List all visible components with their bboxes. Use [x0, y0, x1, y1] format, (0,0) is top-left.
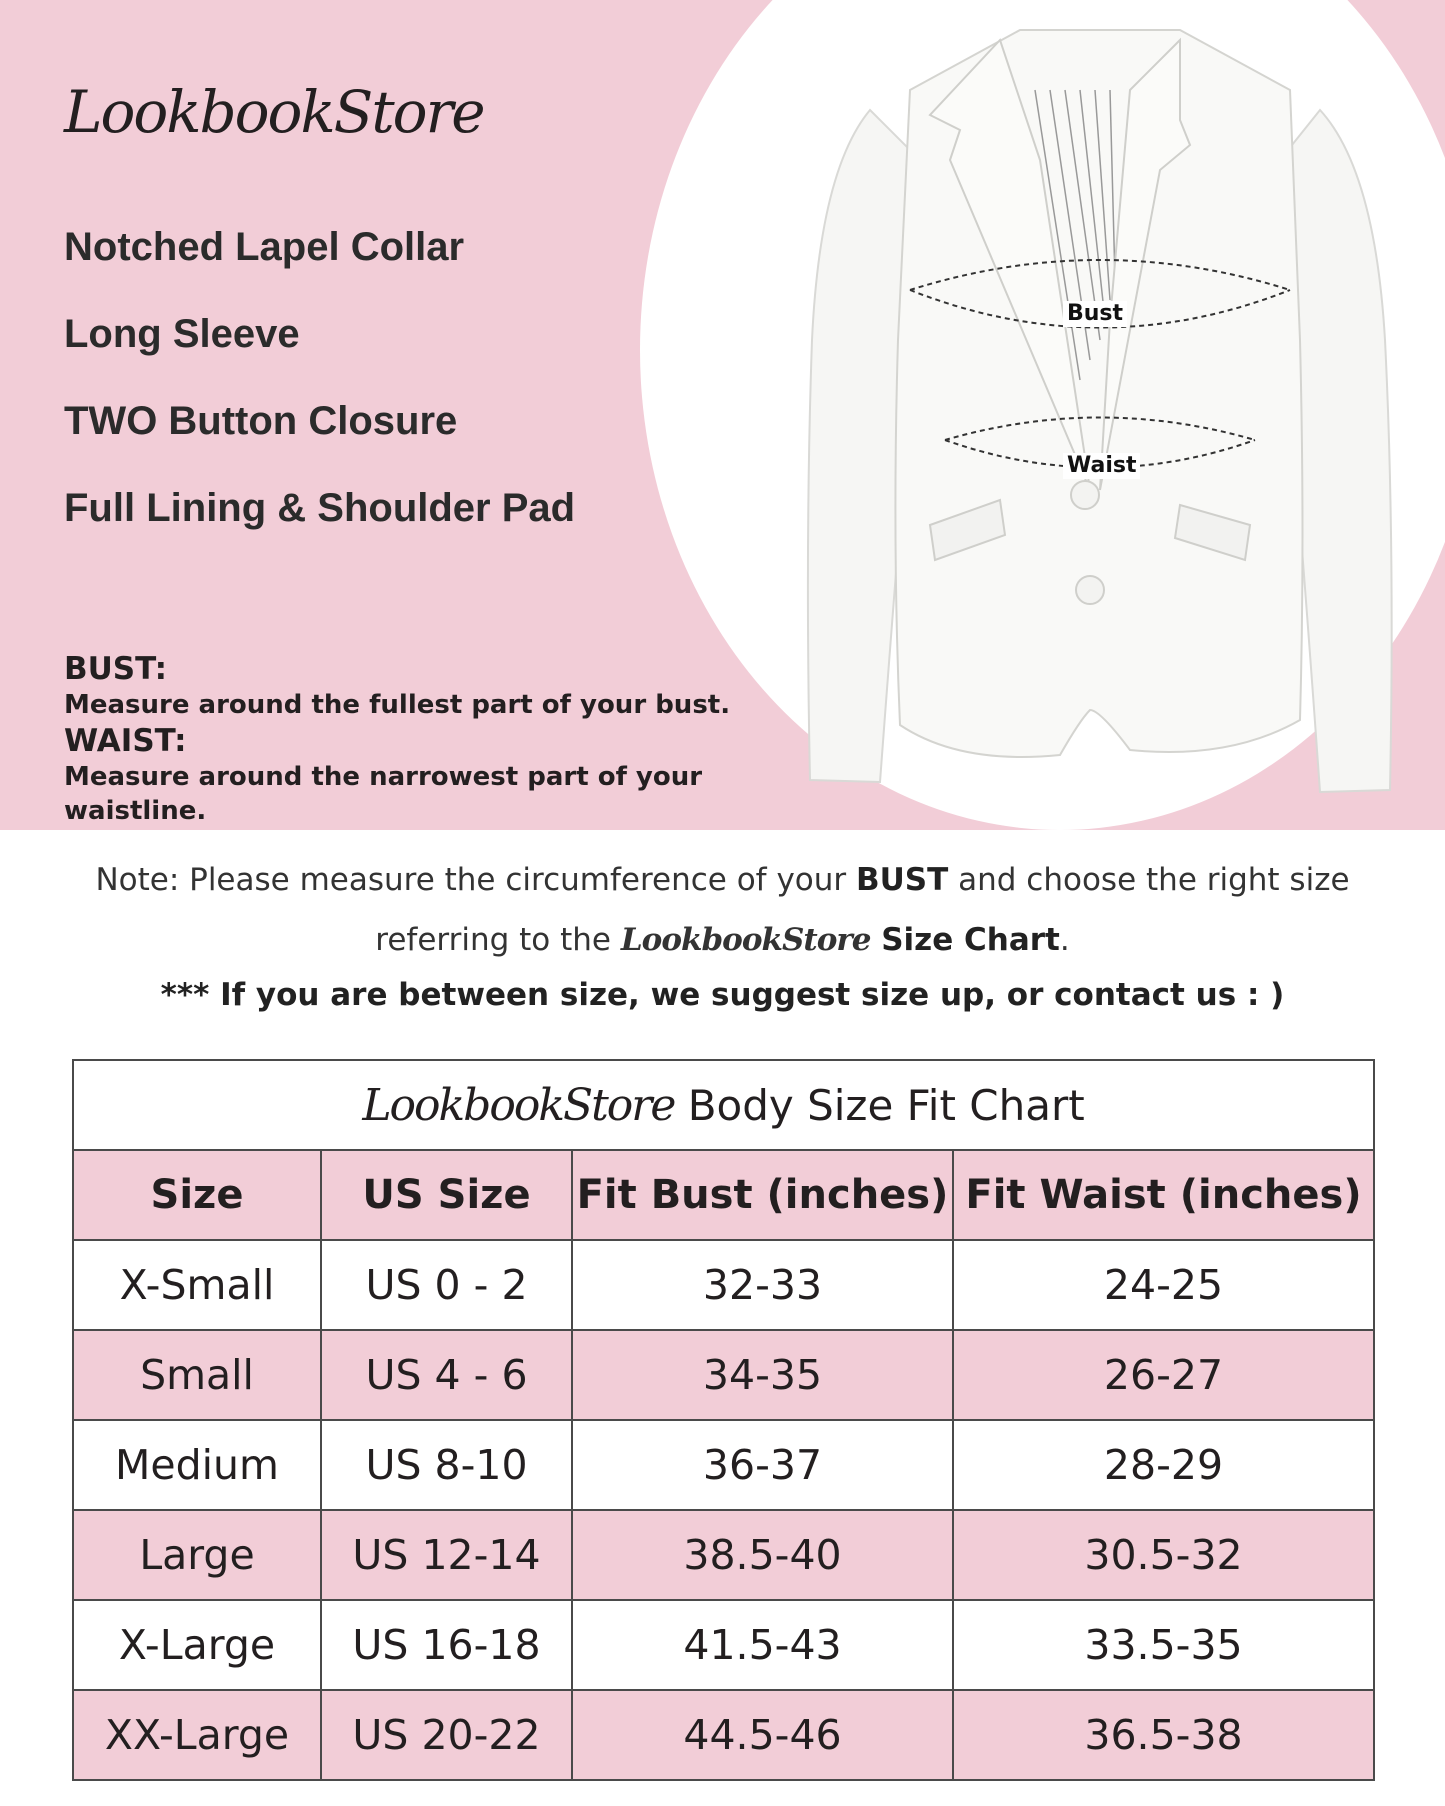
waist-cell: 36.5-38: [953, 1690, 1374, 1780]
note-text: and choose the right size: [948, 862, 1350, 898]
bust-instruction: Measure around the fullest part of your bust.: [64, 690, 731, 720]
note-size-chart: Size Chart: [870, 922, 1060, 958]
us-size-cell: US 16-18: [321, 1600, 572, 1690]
waist-cell: 24-25: [953, 1240, 1374, 1330]
feature-item: TWO Button Closure: [64, 399, 458, 443]
note-line-1: [0, 850, 1445, 910]
waist-tag: Waist: [1063, 453, 1140, 479]
note-text: Note: Please measure the circumference of your: [95, 862, 856, 898]
measurement-guide: [64, 650, 844, 828]
size-cell: Medium: [73, 1420, 321, 1510]
size-cell: XX-Large: [73, 1690, 321, 1780]
bust-cell: 38.5-40: [572, 1510, 953, 1600]
feature-item: Notched Lapel Collar: [64, 225, 465, 269]
header-fit-bust: Fit Bust (inches): [572, 1150, 953, 1240]
table-row: [73, 1240, 1374, 1330]
table-row: [73, 1420, 1374, 1510]
header-size: Size: [73, 1150, 321, 1240]
waist-cell: 26-27: [953, 1330, 1374, 1420]
feature-item: Long Sleeve: [64, 312, 300, 356]
waist-instruction: Measure around the narrowest part of your waistline.: [64, 762, 703, 826]
note-brand: LookbookStore: [620, 922, 871, 958]
note-line-2: [0, 910, 1445, 970]
note-text: referring to the: [375, 922, 621, 958]
bust-cell: 44.5-46: [572, 1690, 953, 1780]
us-size-cell: US 20-22: [321, 1690, 572, 1780]
table-row: [73, 1510, 1374, 1600]
feature-item: Full Lining & Shoulder Pad: [64, 486, 576, 530]
size-chart-table: [72, 1059, 1375, 1781]
button-top: [1071, 481, 1099, 509]
note-text: .: [1059, 922, 1070, 958]
header-us-size: US Size: [321, 1150, 572, 1240]
us-size-cell: US 0 - 2: [321, 1240, 572, 1330]
bust-heading: BUST:: [64, 651, 167, 687]
header-fit-waist: Fit Waist (inches): [953, 1150, 1374, 1240]
bust-cell: 36-37: [572, 1420, 953, 1510]
blazer-image: [800, 20, 1400, 810]
us-size-cell: US 8-10: [321, 1420, 572, 1510]
size-note: [0, 850, 1445, 970]
waist-cell: 28-29: [953, 1420, 1374, 1510]
chart-title-text: Body Size Fit Chart: [674, 1080, 1085, 1130]
waist-cell: 30.5-32: [953, 1510, 1374, 1600]
button-bottom: [1076, 576, 1104, 604]
hero-banner: [0, 0, 1445, 830]
chart-title-brand: LookbookStore: [362, 1079, 675, 1131]
feature-list: [64, 222, 575, 570]
bust-tag: Bust: [1063, 301, 1127, 327]
size-cell: Small: [73, 1330, 321, 1420]
table-row: [73, 1690, 1374, 1780]
waist-heading: WAIST:: [64, 723, 187, 759]
chart-title: [73, 1060, 1374, 1150]
size-suggestion: *** If you are between size, we suggest size up, or contact us : ): [160, 977, 1285, 1013]
waist-cell: 33.5-35: [953, 1600, 1374, 1690]
bust-cell: 41.5-43: [572, 1600, 953, 1690]
table-row: [73, 1330, 1374, 1420]
note-bust-emphasis: BUST: [856, 862, 949, 898]
size-cell: X-Large: [73, 1600, 321, 1690]
bust-cell: 34-35: [572, 1330, 953, 1420]
size-cell: Large: [73, 1510, 321, 1600]
brand-logo: LookbookStore: [64, 78, 484, 146]
us-size-cell: US 12-14: [321, 1510, 572, 1600]
us-size-cell: US 4 - 6: [321, 1330, 572, 1420]
bust-cell: 32-33: [572, 1240, 953, 1330]
table-row: [73, 1600, 1374, 1690]
size-cell: X-Small: [73, 1240, 321, 1330]
